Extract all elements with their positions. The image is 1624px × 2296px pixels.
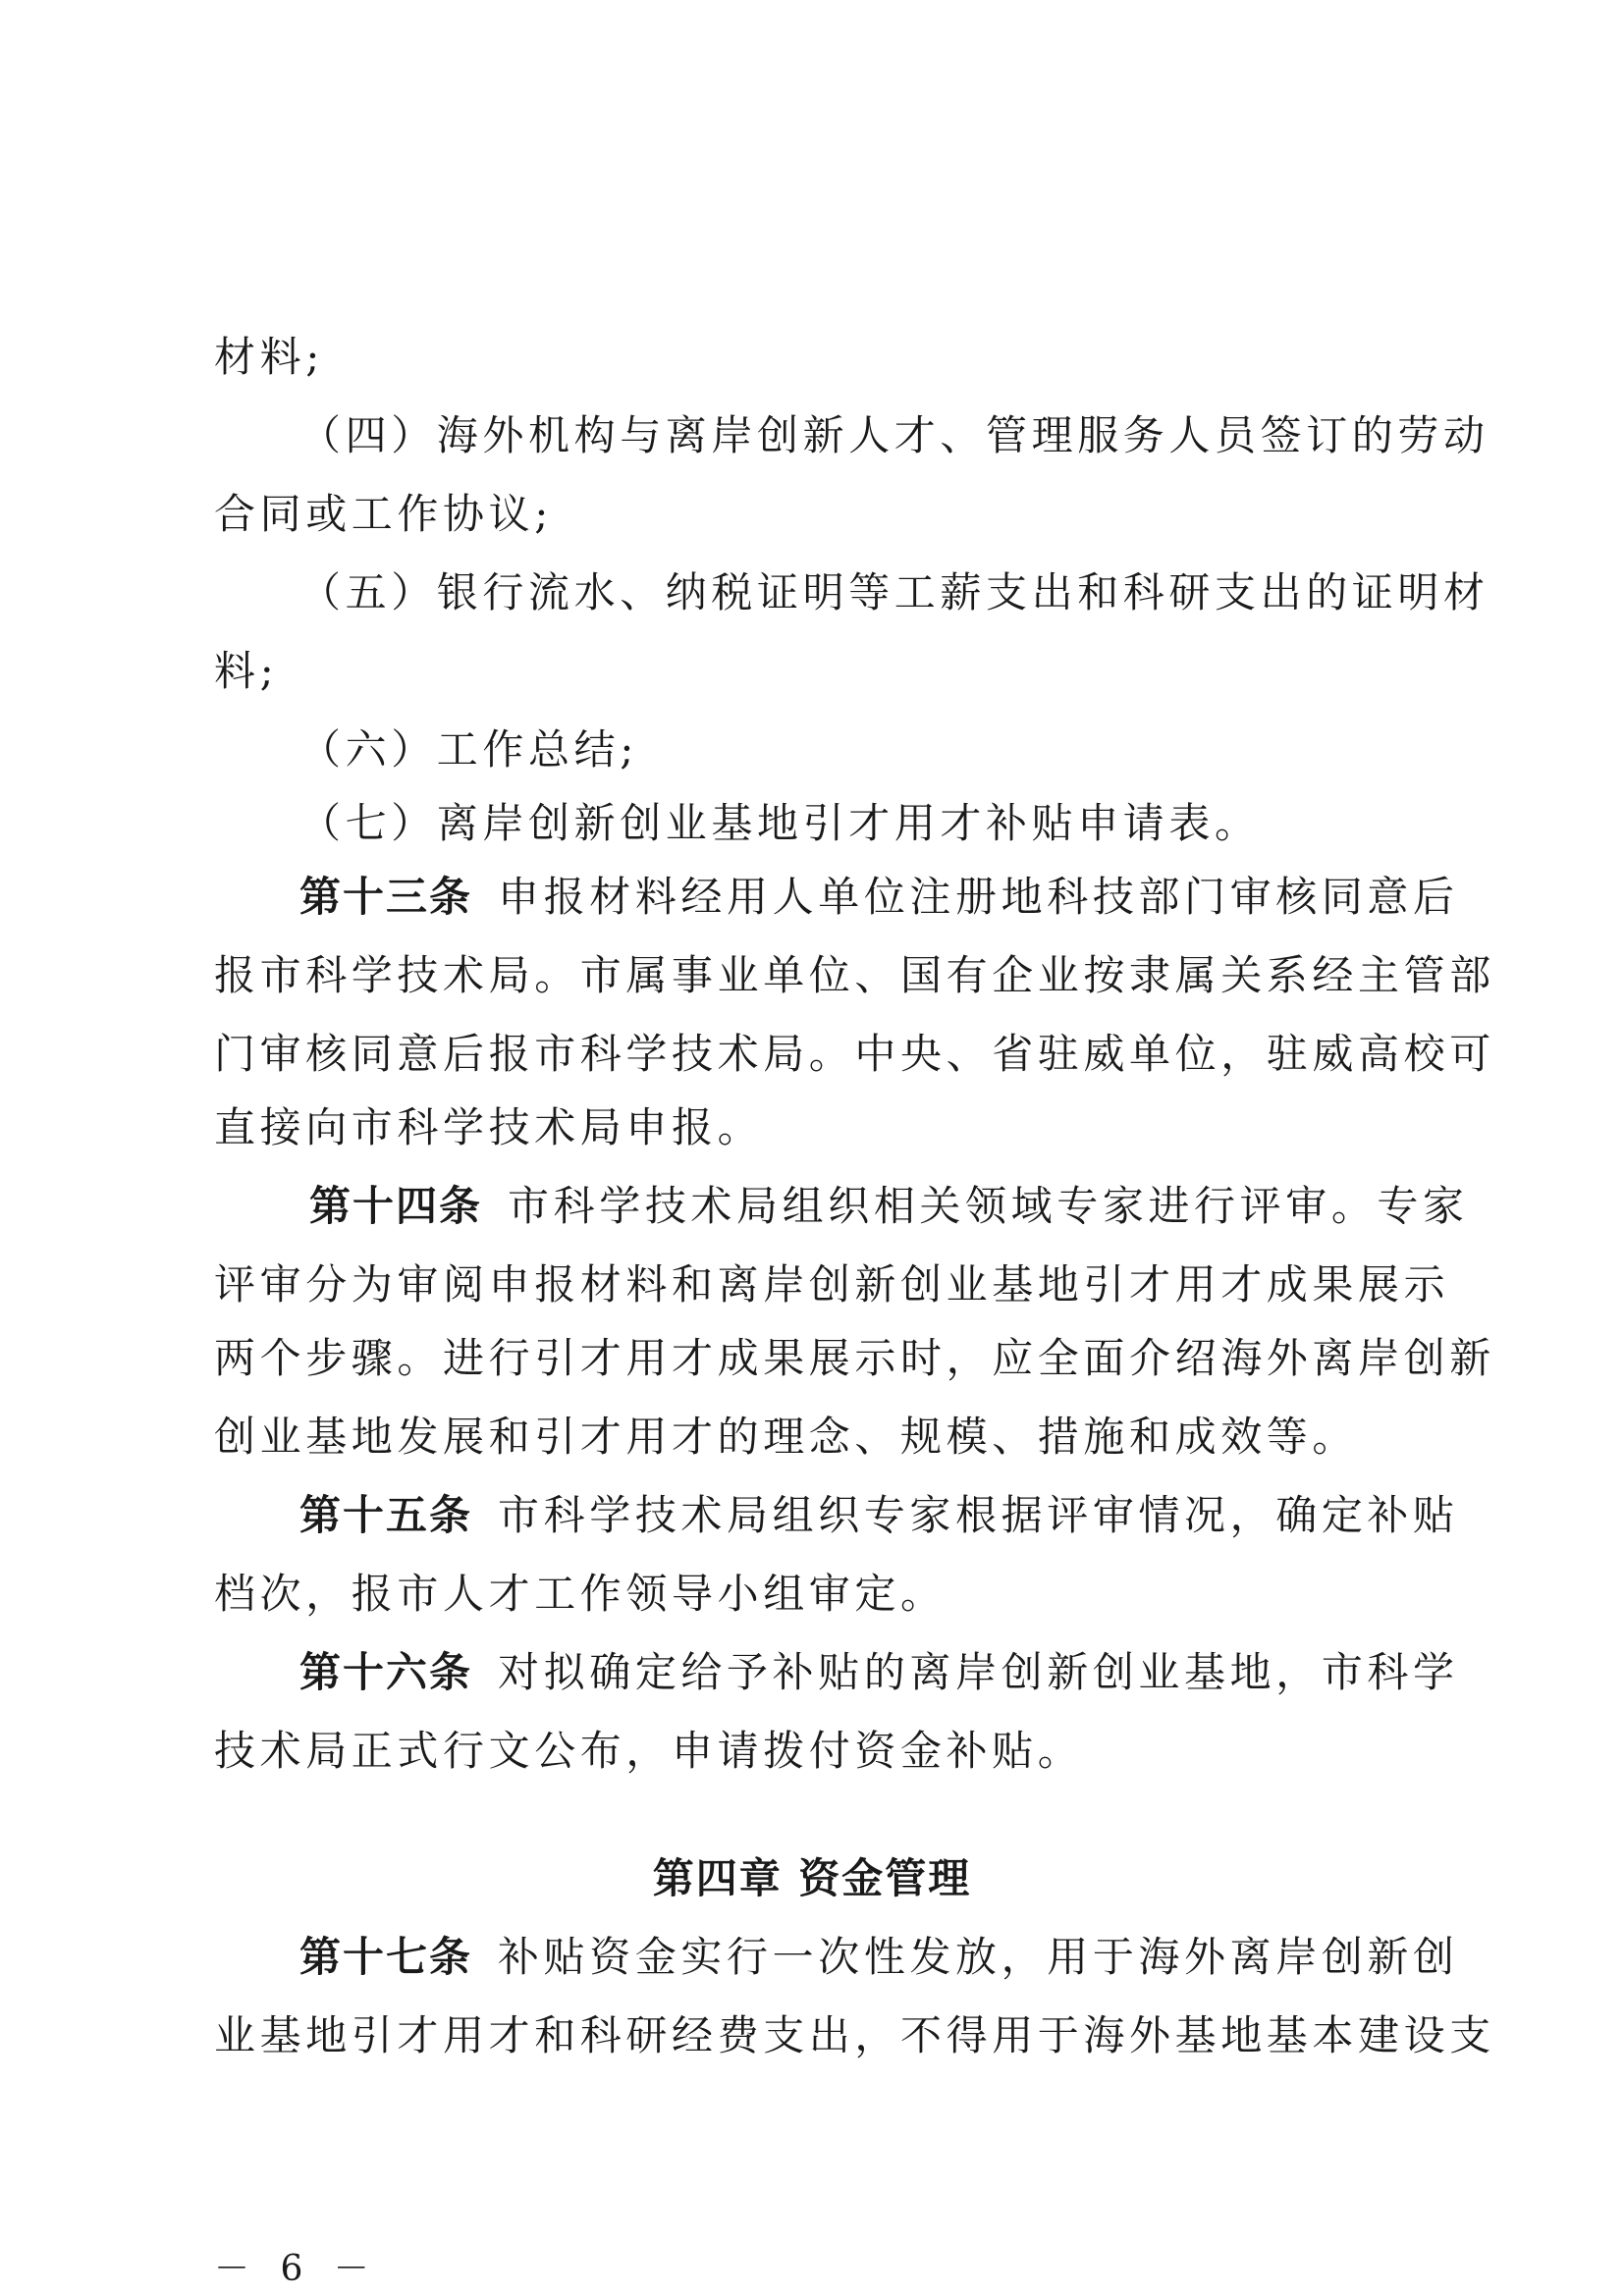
article-15-label: 第十五条 [299, 1491, 473, 1539]
text-line: 技术局正式行文公布，申请拨付资金补贴。 [214, 1727, 1084, 1775]
text-line: 业基地引才用才和科研经费支出，不得用于海外基地基本建设支 [214, 2011, 1495, 2059]
article-15-line [299, 1486, 1459, 1545]
article-13-line [299, 868, 1459, 927]
article-17-label: 第十七条 [299, 1933, 473, 1981]
text-line: 两个步骤。进行引才用才成果展示时，应全面介绍海外离岸创新 [214, 1334, 1495, 1382]
text-line: 评审分为审阅申报材料和离岸创新创业基地引才用才成果展示 [214, 1260, 1450, 1308]
article-14-line [309, 1177, 1469, 1236]
article-17-line [299, 1928, 1459, 1987]
article-16-text: 对拟确定给予补贴的离岸创新创业基地，市科学 [498, 1648, 1459, 1696]
text-line: 创业基地发展和引才用才的理念、规模、措施和成效等。 [214, 1413, 1359, 1461]
article-15-text: 市科学技术局组织专家根据评审情况，确定补贴 [498, 1491, 1459, 1539]
chapter-heading: 第四章 资金管理 [652, 1854, 972, 1902]
article-16-line [299, 1643, 1459, 1702]
article-14-label: 第十四条 [309, 1182, 483, 1230]
text-line: 报市科学技术局。市属事业单位、国有企业按隶属关系经主管部 [214, 951, 1495, 999]
page-number: － 6 － [214, 2249, 379, 2289]
list-item-4: （四）海外机构与离岸创新人才、管理服务人员签订的劳动 [299, 411, 1489, 459]
article-16-label: 第十六条 [299, 1648, 473, 1696]
text-line: 档次，报市人才工作领导小组审定。 [214, 1570, 947, 1618]
text-line: 直接向市科学技术局申报。 [214, 1103, 764, 1151]
text-line: 门审核同意后报市科学技术局。中央、省驻威单位，驻威高校可 [214, 1030, 1495, 1078]
list-item-5: （五）银行流水、纳税证明等工薪支出和科研支出的证明材 [299, 568, 1489, 616]
text-line: 料; [214, 647, 279, 695]
list-item-7: （七）离岸创新创业基地引才用才补贴申请表。 [299, 799, 1261, 847]
article-13-text: 申报材料经用人单位注册地科技部门审核同意后 [498, 873, 1459, 921]
article-17-text: 补贴资金实行一次性发放，用于海外离岸创新创 [498, 1933, 1459, 1981]
article-13-label: 第十三条 [299, 873, 473, 921]
list-item-6: （六）工作总结; [299, 725, 638, 774]
article-14-text: 市科学技术局组织相关领域专家进行评审。专家 [508, 1182, 1469, 1230]
text-line: 材料; [214, 333, 324, 381]
text-line: 合同或工作协议; [214, 490, 553, 538]
